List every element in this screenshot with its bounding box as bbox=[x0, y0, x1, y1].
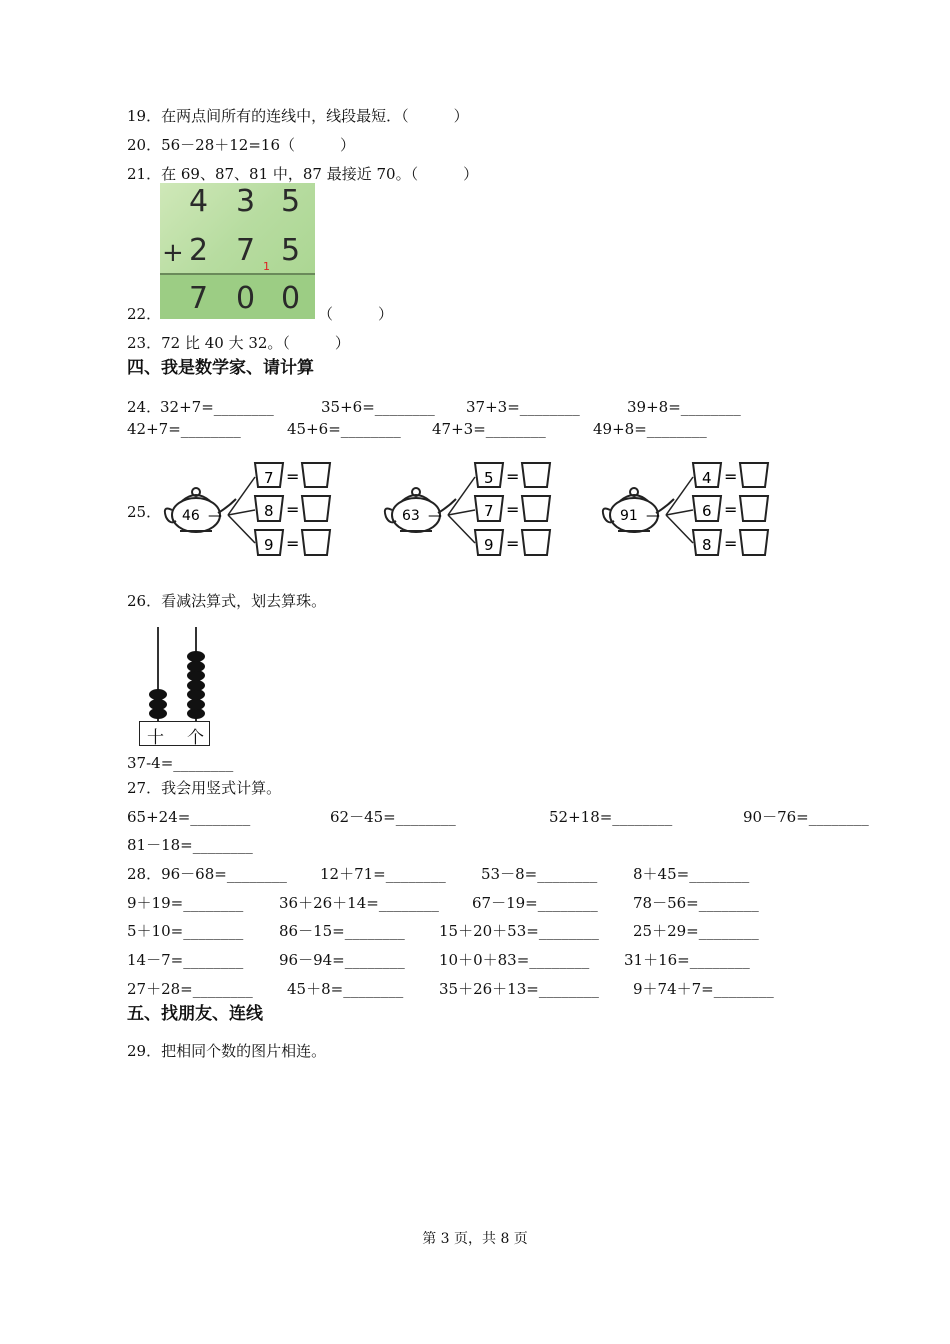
teapot-cups-group-3 bbox=[598, 455, 778, 565]
equation: 27＋28=________ bbox=[127, 980, 253, 998]
section-4-heading: 四、我是数学家、请计算 bbox=[127, 358, 314, 378]
abacus-bead bbox=[187, 699, 205, 710]
equation: 42+7=________ bbox=[127, 420, 241, 438]
sum-line bbox=[160, 273, 315, 275]
cup-number: 8 bbox=[264, 502, 274, 520]
equation: 5＋10=________ bbox=[127, 922, 244, 940]
abacus-bead bbox=[187, 651, 205, 662]
digit: 4 bbox=[189, 184, 209, 219]
carry-digit: 1 bbox=[263, 260, 270, 273]
equation: 9＋74＋7=________ bbox=[633, 980, 774, 998]
svg-text:=: = bbox=[286, 534, 300, 553]
equation: 25＋29=________ bbox=[633, 922, 759, 940]
equation: 36＋26＋14=________ bbox=[279, 894, 439, 912]
equation: 37+3=________ bbox=[466, 398, 580, 416]
digit: 5 bbox=[281, 184, 301, 219]
question-29: 29．把相同个数的图片相连。 bbox=[127, 1042, 327, 1060]
teapot-cups-group-1 bbox=[160, 455, 340, 565]
abacus-bead bbox=[187, 708, 205, 719]
digit: 0 bbox=[281, 281, 301, 316]
cup-number: 6 bbox=[702, 502, 712, 520]
svg-text:=: = bbox=[506, 467, 520, 486]
cup-row bbox=[475, 463, 550, 487]
abacus-bead bbox=[149, 689, 167, 700]
equation: 90－76=________ bbox=[743, 808, 869, 826]
abacus-bead bbox=[187, 689, 205, 700]
abacus-bead bbox=[149, 708, 167, 719]
cup-row bbox=[475, 530, 550, 555]
question-24-label: 24． bbox=[127, 398, 162, 416]
page-footer: 第 3 页，共 8 页 bbox=[422, 1231, 528, 1247]
svg-text:=: = bbox=[506, 500, 520, 519]
equation: 15＋20＋53=________ bbox=[439, 922, 599, 940]
svg-text:—: — bbox=[208, 508, 222, 524]
abacus-bead bbox=[187, 670, 205, 681]
cup-number: 8 bbox=[702, 536, 712, 554]
equation: 28．96－68=________ bbox=[127, 865, 287, 883]
teapot-number: 46 bbox=[182, 508, 200, 524]
equation: 53－8=________ bbox=[481, 865, 598, 883]
svg-text:=: = bbox=[724, 467, 738, 486]
cup-row bbox=[693, 463, 768, 487]
cup-row bbox=[475, 496, 550, 521]
plus-sign: + bbox=[162, 238, 184, 268]
section-5-heading: 五、找朋友、连线 bbox=[127, 1004, 263, 1024]
teapot-icon bbox=[165, 488, 236, 532]
digit: 7 bbox=[236, 233, 256, 268]
teapot-number: 91 bbox=[620, 508, 638, 524]
equation: 14－7=________ bbox=[127, 951, 244, 969]
digit: 0 bbox=[236, 281, 256, 316]
svg-text:=: = bbox=[724, 534, 738, 553]
svg-text:=: = bbox=[724, 500, 738, 519]
svg-text:=: = bbox=[286, 467, 300, 486]
equation: 96－94=________ bbox=[279, 951, 405, 969]
abacus-bead bbox=[187, 661, 205, 672]
cup-number: 7 bbox=[484, 502, 494, 520]
svg-text:=: = bbox=[286, 500, 300, 519]
equation: 45+6=________ bbox=[287, 420, 401, 438]
equation: 86－15=________ bbox=[279, 922, 405, 940]
cup-row bbox=[255, 496, 330, 521]
teapot-number: 63 bbox=[402, 508, 420, 524]
cup-number: 9 bbox=[484, 536, 494, 554]
abacus-bead bbox=[149, 699, 167, 710]
digit: 5 bbox=[281, 233, 301, 268]
equation: 9＋19=________ bbox=[127, 894, 244, 912]
svg-text:=: = bbox=[506, 534, 520, 553]
cup-row bbox=[255, 530, 330, 555]
question-25-label: 25． bbox=[127, 503, 162, 521]
equation: 12＋71=________ bbox=[320, 865, 446, 883]
cup-number: 9 bbox=[264, 536, 274, 554]
digit: 7 bbox=[189, 281, 209, 316]
cup-row bbox=[693, 496, 768, 521]
equation: 52+18=________ bbox=[549, 808, 673, 826]
equation: 67－19=________ bbox=[472, 894, 598, 912]
teapot-cups-group-2 bbox=[380, 455, 560, 565]
equation: 35＋26＋13=________ bbox=[439, 980, 599, 998]
equation: 31＋16=________ bbox=[624, 951, 750, 969]
vertical-addition-image bbox=[160, 183, 315, 319]
svg-text:—: — bbox=[428, 508, 442, 524]
cup-number: 7 bbox=[264, 469, 274, 487]
digit: 3 bbox=[236, 184, 256, 219]
cup-number: 4 bbox=[702, 469, 712, 487]
teapot-icon bbox=[603, 488, 674, 532]
question-26-equation: 37-4=________ bbox=[127, 754, 234, 772]
equation: 35+6=________ bbox=[321, 398, 435, 416]
tens-label: 十 bbox=[147, 728, 164, 748]
question-21: 21．在 69、87、81 中，87 最接近 70。（ ） bbox=[127, 165, 479, 183]
question-22-label: 22． bbox=[127, 305, 162, 323]
cup-number: 5 bbox=[484, 469, 494, 487]
digit: 2 bbox=[189, 233, 209, 268]
abacus-bead bbox=[187, 680, 205, 691]
question-23: 23．72 比 40 大 32。（ ） bbox=[127, 334, 350, 352]
svg-text:—: — bbox=[646, 508, 660, 524]
question-20: 20．56－28＋12=16（ ） bbox=[127, 136, 356, 154]
cup-row bbox=[693, 530, 768, 555]
equation: 81－18=________ bbox=[127, 836, 253, 854]
equation: 78－56=________ bbox=[633, 894, 759, 912]
question-26: 26．看减法算式，划去算珠。 bbox=[127, 592, 327, 610]
equation: 8＋45=________ bbox=[633, 865, 750, 883]
equation: 65+24=________ bbox=[127, 808, 251, 826]
equation: 10＋0＋83=________ bbox=[439, 951, 590, 969]
equation: 62－45=________ bbox=[330, 808, 456, 826]
question-27: 27．我会用竖式计算。 bbox=[127, 779, 282, 797]
cup-row bbox=[255, 463, 330, 487]
equation: 32+7=________ bbox=[160, 398, 274, 416]
equation: 39+8=________ bbox=[627, 398, 741, 416]
equation: 49+8=________ bbox=[593, 420, 707, 438]
equation: 45＋8=________ bbox=[287, 980, 404, 998]
teapot-icon bbox=[385, 488, 456, 532]
ones-label: 个 bbox=[187, 728, 204, 748]
question-22-paren: （ ） bbox=[318, 305, 394, 323]
equation: 47+3=________ bbox=[432, 420, 546, 438]
question-19: 19．在两点间所有的连线中，线段最短．（ ） bbox=[127, 107, 469, 125]
